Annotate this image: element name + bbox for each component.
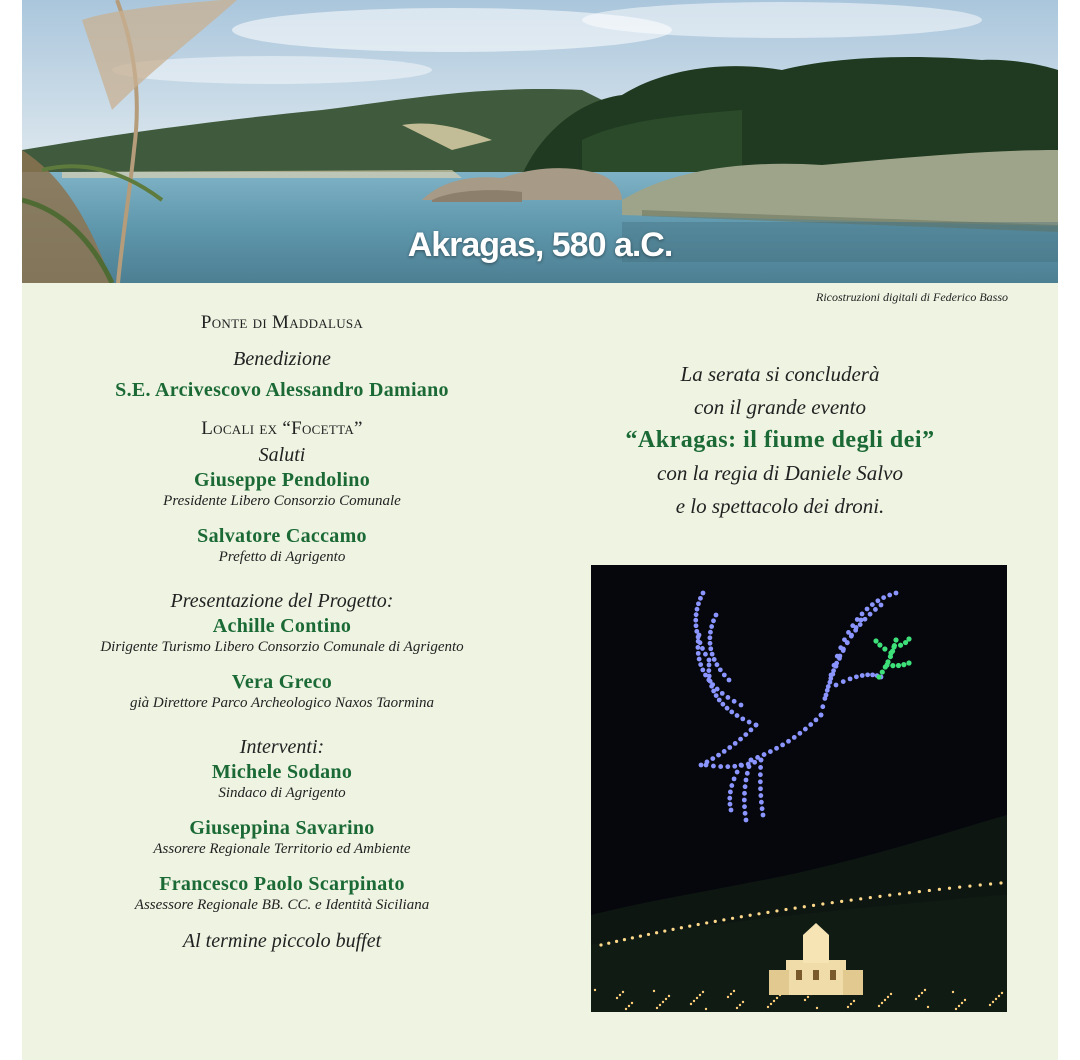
event-title: “Akragas: il fiume degli dei” bbox=[625, 427, 935, 453]
speaker-name: Giuseppe Pendolino bbox=[194, 469, 370, 491]
event-right-column bbox=[542, 358, 1018, 523]
speaker-role: Assorere Regionale Territorio ed Ambiente bbox=[153, 841, 411, 857]
event-line-3: con la regia di Daniele Salvo bbox=[657, 461, 903, 485]
speaker-role: Sindaco di Agrigento bbox=[218, 785, 346, 801]
event-line-4: e lo spettacolo dei droni. bbox=[675, 494, 885, 518]
presentation-label: Presentazione del Progetto: bbox=[170, 590, 394, 612]
event-line-2: con il grande evento bbox=[693, 395, 867, 419]
drone-show-photo bbox=[591, 565, 1007, 1012]
speaker-name: Vera Greco bbox=[231, 671, 333, 693]
venue-2: Locali ex “Focetta” bbox=[201, 418, 363, 439]
speaker-name: Salvatore Caccamo bbox=[197, 525, 367, 547]
hero-landscape-image bbox=[22, 0, 1058, 283]
program-left-column bbox=[44, 310, 520, 954]
speaker-role: Presidente Libero Consorzio Comunale bbox=[163, 493, 401, 509]
hero-title: Akragas, 580 a.C. bbox=[407, 226, 673, 264]
invitation-sheet bbox=[22, 0, 1058, 1060]
interventions-label: Interventi: bbox=[239, 736, 325, 758]
speaker-role: Dirigente Turismo Libero Consorzio Comunale di Agrigento bbox=[100, 639, 464, 655]
photo-credit: Ricostruzioni digitali di Federico Basso bbox=[816, 290, 1008, 304]
speaker-name: Michele Sodano bbox=[211, 761, 353, 783]
event-line-1: La serata si concluderà bbox=[680, 362, 880, 386]
closing-note: Al termine piccolo buffet bbox=[182, 930, 382, 952]
greetings-label: Saluti bbox=[258, 444, 306, 466]
speaker-role: Prefetto di Agrigento bbox=[218, 549, 346, 565]
venue-1: Ponte di Maddalusa bbox=[200, 312, 364, 333]
speaker-name: Giuseppina Savarino bbox=[189, 817, 375, 839]
speaker-role: già Direttore Parco Archeologico Naxos Taormina bbox=[129, 695, 434, 711]
blessing-label: Benedizione bbox=[233, 348, 331, 370]
speaker-name: Achille Contino bbox=[212, 615, 352, 637]
speaker-role: Assessore Regionale BB. CC. e Identità Siciliana bbox=[134, 897, 430, 913]
speaker-name: Francesco Paolo Scarpinato bbox=[159, 873, 405, 895]
archbishop-name: S.E. Arcivescovo Alessandro Damiano bbox=[115, 379, 449, 401]
